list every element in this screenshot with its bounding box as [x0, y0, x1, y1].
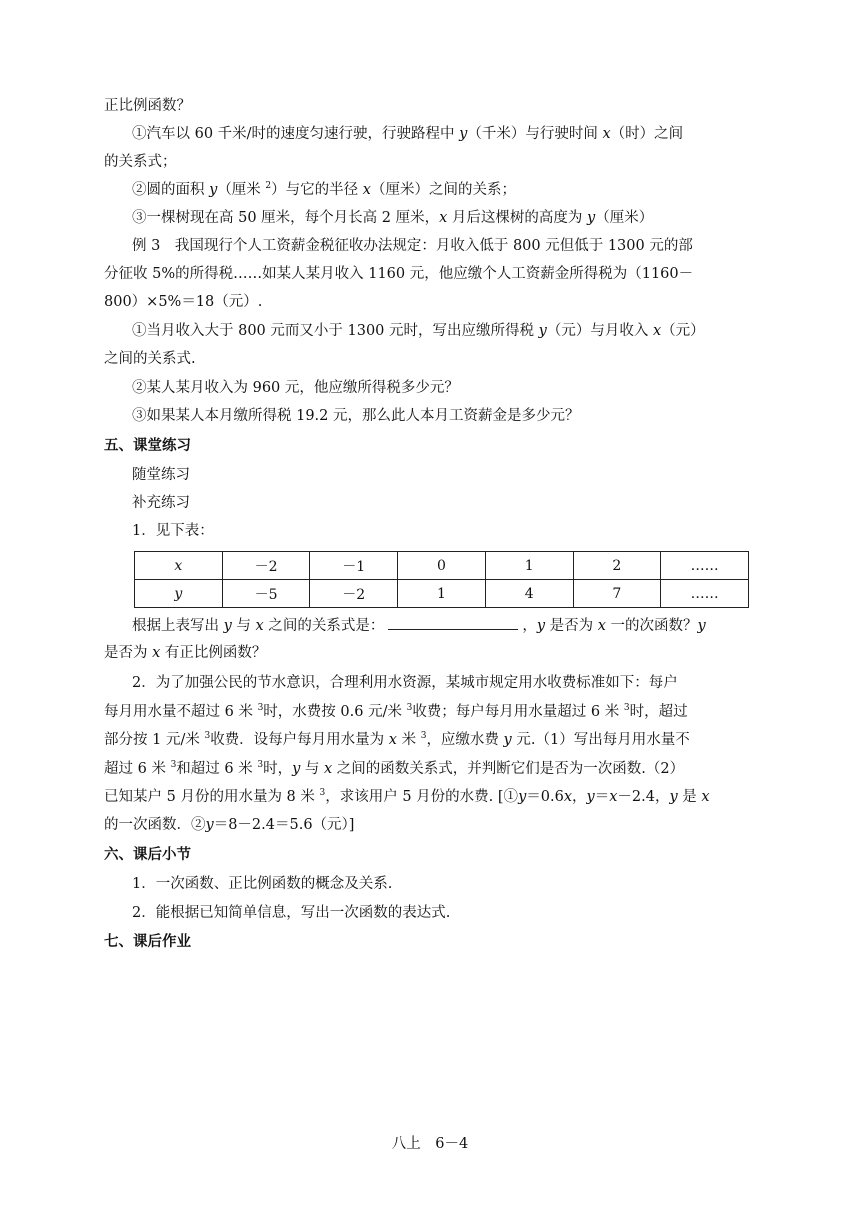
text-line: 之间的关系式.	[104, 351, 196, 367]
text-line: 1．一次函数、正比例函数的概念及关系.	[132, 876, 393, 892]
text-line: 根据上表写出 y 与 x 之间的关系式是： ，y 是否为 x 一的次函数？y	[132, 615, 706, 636]
text-line: 1．见下表：	[132, 523, 214, 539]
text-line: 每月用水量不超过 6 米 $^3$时，水费按 0.6 元/米 $^3$收费；每户每月用水量超过 6 米 $^3$时，超过	[104, 703, 688, 720]
table-cell: 7	[573, 580, 661, 608]
text-line: ①汽车以 60 千米/时的速度匀速行驶，行驶路程中 y（千米）与行驶时间 x（时）之间	[132, 126, 684, 142]
text-line: 的一次函数．②y＝8－2.4＝5.6（元）]	[104, 817, 355, 833]
page-footer: 八上 6－4	[391, 1136, 469, 1152]
answer-blank	[388, 615, 518, 630]
text-line: ②某人某月收入为 960 元，他应缴所得税多少元？	[132, 380, 459, 396]
text-line: ③一棵树现在高 50 厘米，每个月长高 2 厘米，x 月后这棵树的高度为 y（厘米）	[132, 210, 654, 226]
text-line: 是否为 x 有正比例函数？	[104, 645, 267, 661]
table-cell: 1	[398, 580, 486, 608]
table-cell: －5	[222, 580, 310, 608]
text-line: 随堂练习	[132, 467, 190, 483]
table-cell: ……	[661, 552, 749, 580]
text-line: ③如果某人本月缴所得税 19.2 元，那么此人本月工资薪金是多少元？	[132, 408, 580, 424]
text-line: 超过 6 米 $^3$和超过 6 米 $^3$时，y 与 x 之间的函数关系式，并判断它们是否为一次函数.（2）	[104, 760, 685, 777]
text-line: ①当月收入大于 800 元而又小于 1300 元时，写出应缴所得税 y（元）与月收入 x（元）	[132, 323, 705, 339]
text-line: ②圆的面积 y（厘米 $^2$）与它的半径 x（厘米）之间的关系；	[132, 181, 516, 198]
text-line: 正比例函数？	[104, 98, 191, 114]
table-cell: 0	[398, 552, 486, 580]
xy-table	[134, 551, 749, 608]
text-line: 部分按 1 元/米 $^3$收费．设每户每月用水量为 x 米 $^3$，应缴水费 y 元.（1）写出每月用水量不	[104, 731, 690, 748]
table-cell: 4	[485, 580, 573, 608]
text-line: 补充练习	[132, 495, 190, 511]
section-heading: 六、课后小节	[104, 847, 191, 863]
table-cell: －2	[310, 580, 398, 608]
text-line: 800）×5%＝18（元）.	[104, 294, 263, 310]
table-cell: ……	[661, 580, 749, 608]
table-cell: x	[135, 552, 223, 580]
table-cell: 2	[573, 552, 661, 580]
table-cell: 1	[485, 552, 573, 580]
section-heading: 七、课后作业	[104, 934, 191, 950]
table-cell: －1	[310, 552, 398, 580]
text-line: 已知某户 5 月份的用水量为 8 米 $^3$，求该用户 5 月份的水费. [①y＝0.6x，y＝x－2.4，y 是 x	[104, 788, 710, 805]
text-line: 的关系式；	[104, 154, 177, 170]
table-cell: y	[135, 580, 223, 608]
table-row	[135, 552, 749, 580]
table-row	[135, 580, 749, 608]
text-line: 2．能根据已知简单信息，写出一次函数的表达式.	[132, 905, 451, 921]
text-line: 分征收 5%的所得税……如某人某月收入 1160 元，他应缴个人工资薪金所得税为（1160－	[104, 266, 694, 282]
example-3: 例 3 我国现行个人工资薪金税征收办法规定：月收入低于 800 元但低于 1300 元的部	[132, 238, 693, 254]
text-line: 2．为了加强公民的节水意识，合理利用水资源，某城市规定用水收费标准如下：每户	[132, 675, 678, 691]
table-cell: －2	[222, 552, 310, 580]
section-heading: 五、课堂练习	[104, 438, 191, 454]
